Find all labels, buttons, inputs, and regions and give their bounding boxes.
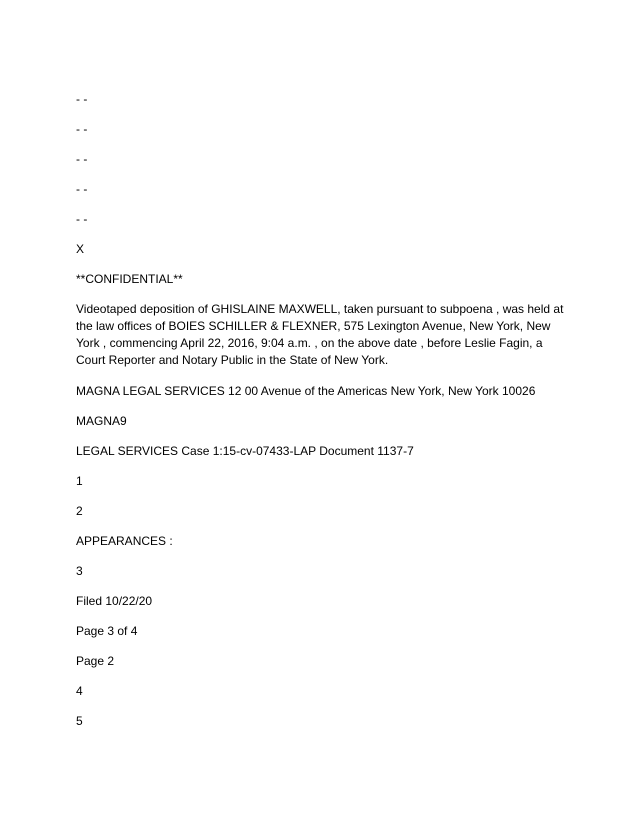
magna-address-line: MAGNA LEGAL SERVICES 12 00 Avenue of the Americas New York, New York 10026 xyxy=(76,384,536,398)
filed-date: Filed 10/22/20 xyxy=(76,594,153,608)
page-of-label: Page 3 of 4 xyxy=(76,624,138,638)
confidential-label: **CONFIDENTIAL** xyxy=(76,272,183,286)
dash-line-5: - - xyxy=(76,212,88,226)
case-number-line: LEGAL SERVICES Case 1:15-cv-07433-LAP Document 1137-7 xyxy=(76,444,414,458)
deposition-paragraph: Videotaped deposition of GHISLAINE MAXWELL, taken pursuant to subpoena , was held at the law offices of BOIES SCHILLER & FLEXNER, 575 Lexington Avenue, New York, New York , commencing April 22, 2016, 9:04 a.m. , on the above date , before Leslie Fagin, a Court Reporter and Notary Public in the State of New York. xyxy=(76,302,564,367)
document-body xyxy=(76,91,566,743)
dash-line-1: - - xyxy=(76,92,88,106)
dash-line-2: - - xyxy=(76,122,88,136)
line-number-2: 2 xyxy=(76,504,83,518)
dash-line-3: - - xyxy=(76,152,88,166)
line-number-1: 1 xyxy=(76,474,83,488)
line-number-4: 4 xyxy=(76,684,83,698)
line-number-5: 5 xyxy=(76,714,83,728)
dash-line-4: - - xyxy=(76,182,88,196)
x-mark: X xyxy=(76,242,85,256)
line-number-3: 3 xyxy=(76,564,83,578)
appearances-heading: APPEARANCES : xyxy=(76,534,173,548)
page-number-label: Page 2 xyxy=(76,654,115,668)
magna-code-line: MAGNA9 xyxy=(76,414,127,428)
